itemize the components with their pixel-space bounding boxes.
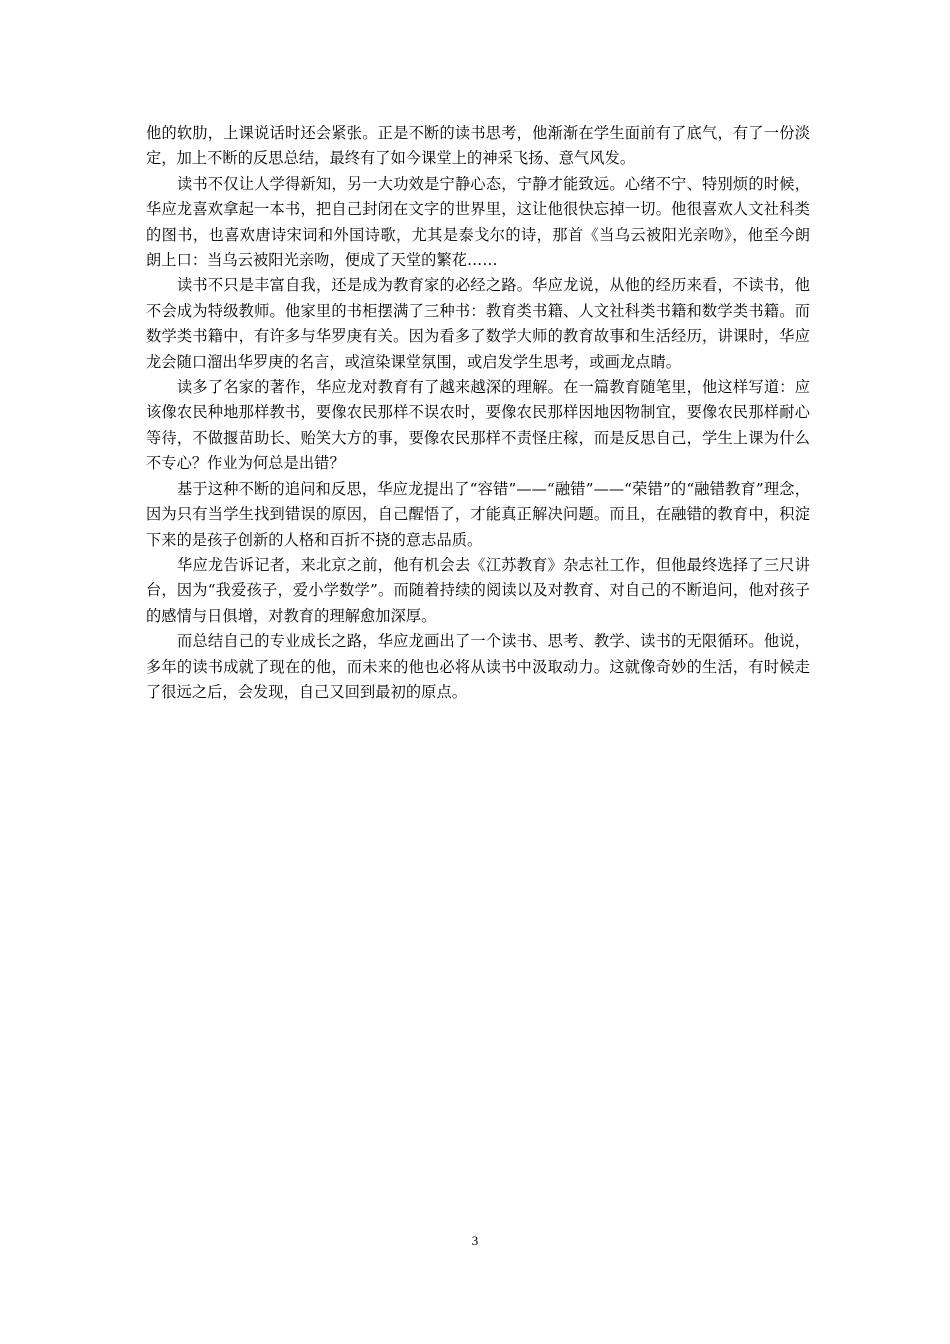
paragraph: 读多了名家的著作，华应龙对教育有了越来越深的理解。在一篇教育随笔里，他这样写道：应该像农民种地那样教书，要像农民那样不误农时，要像农民那样因地因物制宜，要像农民那样耐心等待，不做揠苗助长、贻笑大方的事，要像农民那样不责怪庄稼，而是反思自己，学生上课为什么不专心？作业为何总是出错？ <box>146 378 810 473</box>
paragraph: 华应龙告诉记者，来北京之前，他有机会去《江苏教育》杂志社工作，但他最终选择了三尺讲台，因为“我爱孩子，爱小学数学”。而随着持续的阅读以及对教育、对自己的不断追问，他对孩子的感情与日俱增，对教育的理解愈加深厚。 <box>146 555 810 625</box>
page-number: 3 <box>471 1233 479 1248</box>
paragraph: 而总结自己的专业成长之路，华应龙画出了一个读书、思考、教学、读书的无限循环。他说，多年的读书成就了现在的他，而未来的他也必将从读书中汲取动力。这就像奇妙的生活，有时候走了很远之后，会发现，自己又回到最初的原点。 <box>146 632 810 701</box>
paragraph: 读书不只是丰富自我，还是成为教育家的必经之路。华应龙说，从他的经历来看，不读书，他不会成为特级教师。他家里的书柜摆满了三种书：教育类书籍、人文社科类书籍和数学类书籍。而数学类书籍中，有许多与华罗庚有关。因为看多了数学大师的教育故事和生活经历，讲课时，华应龙会随口溜出华罗庚的名言，或渲染课堂氛围，或启发学生思考，或画龙点睛。 <box>146 276 810 371</box>
paragraph: 读书不仅让人学得新知，另一大功效是宁静心态，宁静才能致远。心绪不宁、特别烦的时候，华应龙喜欢拿起一本书，把自己封闭在文字的世界里，这让他很快忘掉一切。他很喜欢人文社科类的图书，也喜欢唐诗宋词和外国诗歌，尤其是泰戈尔的诗，那首《当乌云被阳光亲吻》，他至今朗朗上口：当乌云被阳光亲吻，便成了天堂的繁花…… <box>146 174 810 270</box>
body-text <box>146 121 810 705</box>
paragraph-continued: 他的软肋，上课说话时还会紧张。正是不断的读书思考，他渐渐在学生面前有了底气，有了一份淡定，加上不断的反思总结，最终有了如今课堂上的神采飞扬、意气风发。 <box>146 124 810 168</box>
paragraph: 基于这种不断的追问和反思，华应龙提出了“容错”——“融错”——“荣错”的“融错教育”理念，因为只有当学生找到错误的原因，自己醒悟了，才能真正解决问题。而且，在融错的教育中，积淀下来的是孩子创新的人格和百折不挠的意志品质。 <box>146 479 810 549</box>
